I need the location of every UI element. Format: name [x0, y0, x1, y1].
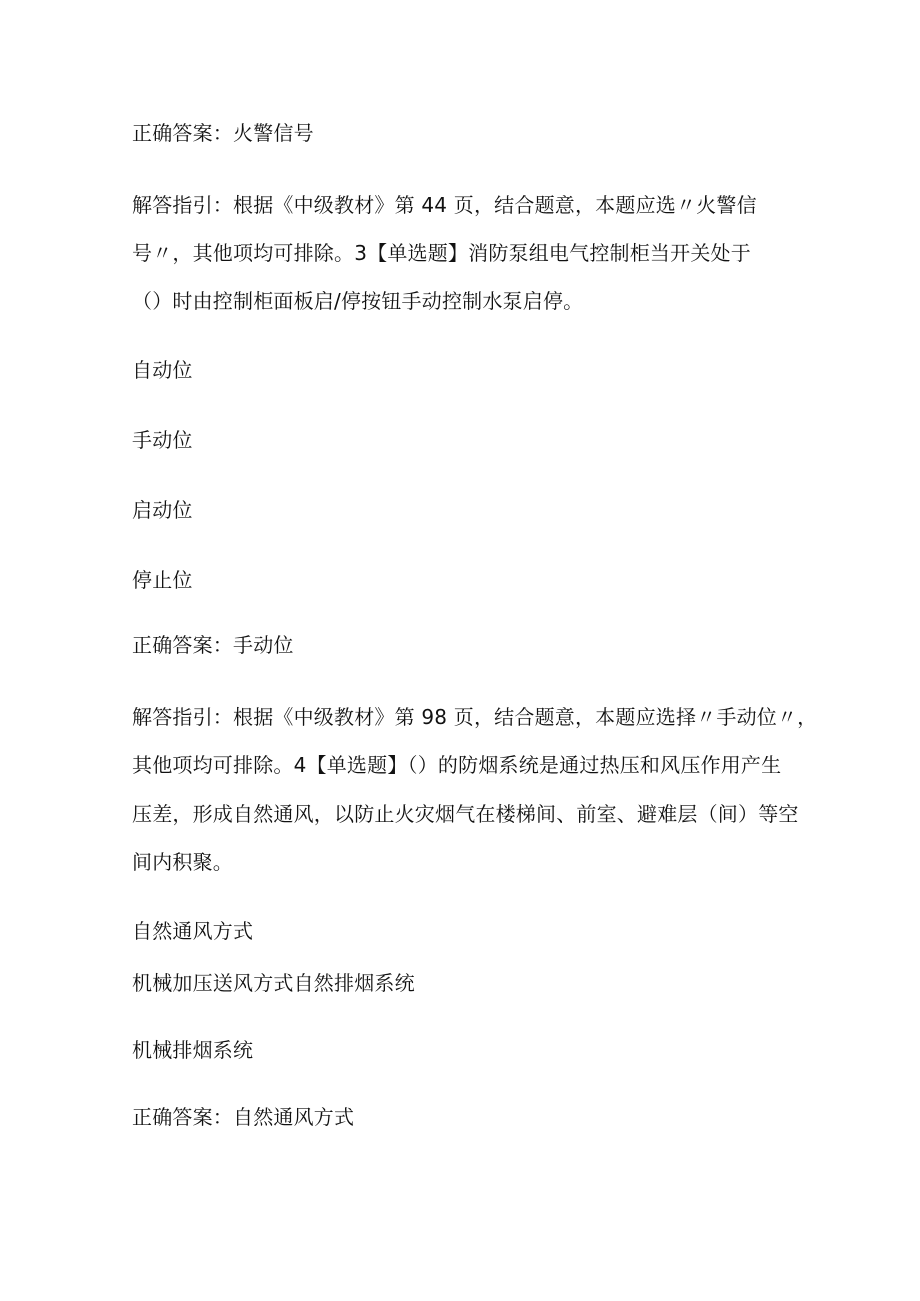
explanation-line: 压差，形成自然通风，以防止火灾烟气在楼梯间、前室、避难层（间）等空 [132, 802, 799, 826]
option-item: 启动位 [132, 498, 193, 522]
option-item: 自然通风方式 [132, 919, 254, 943]
explanation-line: （）时由控制柜面板启/停按钮手动控制水泵启停。 [132, 289, 584, 313]
option-item: 机械排烟系统 [132, 1038, 254, 1062]
answer-line: 正确答案：手动位 [132, 633, 294, 657]
explanation-line: 号〃，其他项均可排除。3【单选题】消防泵组电气控制柜当开关处于 [132, 241, 751, 265]
explanation-line: 解答指引：根据《中级教材》第 44 页，结合题意，本题应选〃火警信 [132, 193, 757, 217]
answer-line: 正确答案：自然通风方式 [132, 1105, 355, 1129]
option-item: 机械加压送风方式自然排烟系统 [132, 971, 415, 995]
option-item: 手动位 [132, 428, 193, 452]
explanation-line: 间内积聚。 [132, 850, 233, 874]
option-item: 自动位 [132, 358, 193, 382]
explanation-line: 解答指引：根据《中级教材》第 98 页，结合题意，本题应选择〃手动位〃， [132, 705, 818, 729]
explanation-line: 其他项均可排除。4【单选题】（）的防烟系统是通过热压和风压作用产生 [132, 753, 782, 777]
answer-line: 正确答案：火警信号 [132, 121, 314, 145]
option-item: 停止位 [132, 568, 193, 592]
